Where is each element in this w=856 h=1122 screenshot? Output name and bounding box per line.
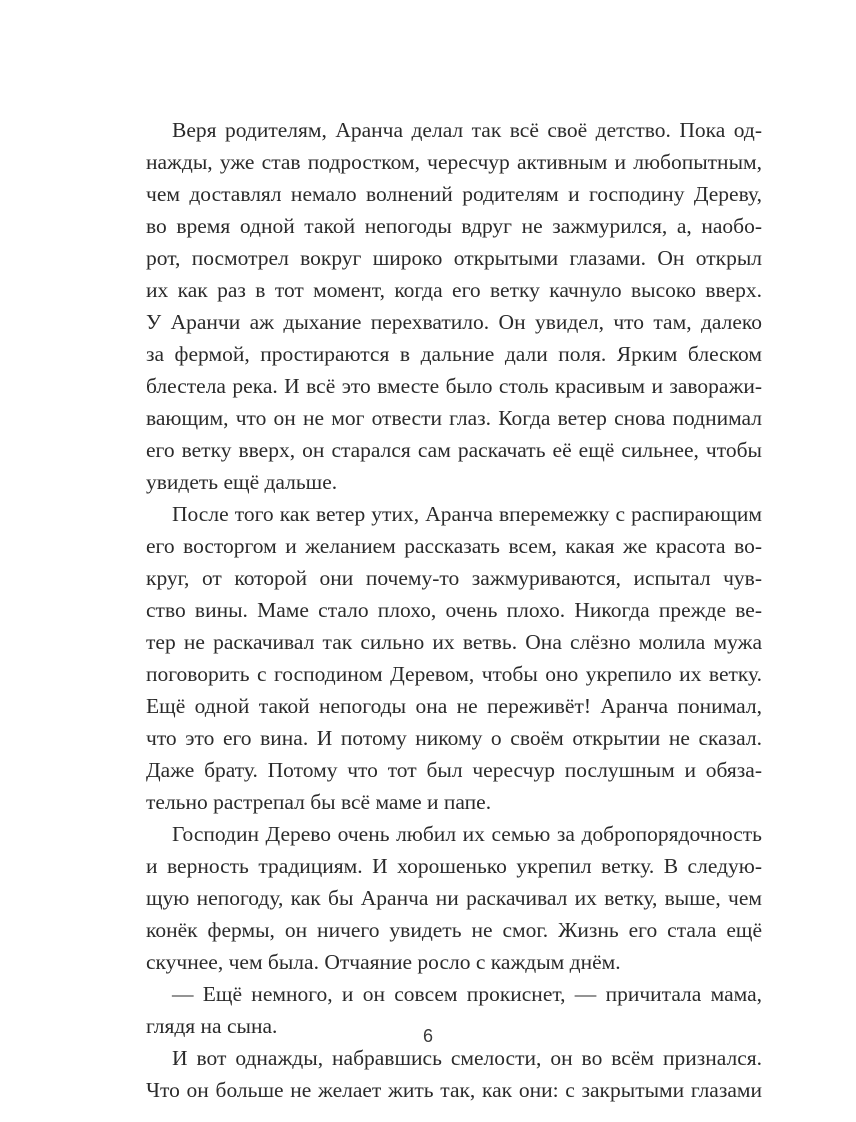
text-line: за фермой, простираются в дальние дали поля. Ярким блеском — [146, 342, 762, 366]
text-line: тельно растрепал бы всё маме и папе. — [146, 790, 492, 814]
text-line: его восторгом и желанием рассказать всем, какая же красота во- — [146, 534, 762, 558]
text-line: блестела река. И всё это вместе было столь красивым и заворажи- — [146, 374, 762, 398]
text-line: После того как ветер утих, Аранча вперемежку с распирающим — [172, 502, 762, 526]
text-line: рот, посмотрел вокруг широко открытыми глазами. Он открыл — [146, 246, 762, 270]
text-line: И вот однажды, набравшись смелости, он во всём признался. — [172, 1046, 762, 1070]
text-line: чем доставлял немало волнений родителям и господину Дереву, — [146, 182, 762, 206]
text-line: его ветку вверх, он старался сам раскачать её ещё сильнее, чтобы — [146, 438, 762, 462]
text-line: Веря родителям, Аранча делал так всё своё детство. Пока од- — [172, 118, 762, 142]
text-line: поговорить с господином Деревом, чтобы оно укрепило их ветку. — [146, 662, 762, 686]
text-line: во время одной такой непогоды вдруг не зажмурился, а, наобо- — [146, 214, 762, 238]
text-line: глядя на сына. — [146, 1014, 278, 1038]
text-line: тер не раскачивал так сильно их ветвь. Она слёзно молила мужа — [146, 630, 762, 654]
text-line: их как раз в тот момент, когда его ветку качнуло высоко вверх. — [146, 278, 762, 302]
text-line: У Аранчи аж дыхание перехватило. Он увидел, что там, далеко — [146, 310, 762, 334]
text-line: и верность традициям. И хорошенько укрепил ветку. В следую- — [146, 854, 762, 878]
text-line: конёк фермы, он ничего увидеть не смог. Жизнь его стала ещё — [146, 918, 762, 942]
text-line: ство вины. Маме стало плохо, очень плохо. Никогда прежде ве- — [146, 598, 762, 622]
text-line: щую непогоду, как бы Аранча ни раскачивал их ветку, выше, чем — [146, 886, 762, 910]
text-line: скучнее, чем была. Отчаяние росло с каждым днём. — [146, 950, 621, 974]
text-line: Ещё одной такой непогоды она не переживёт! Аранча понимал, — [146, 694, 762, 718]
text-line: круг, от которой они почему-то зажмуриваются, испытал чув- — [146, 566, 762, 590]
body-text — [146, 114, 762, 1106]
text-line: Господин Дерево очень любил их семью за добропорядочность — [172, 822, 762, 846]
text-line: нажды, уже став подростком, чересчур активным и любопытным, — [146, 150, 762, 174]
text-line: Даже брату. Потому что тот был чересчур послушным и обяза- — [146, 758, 762, 782]
page-number: 6 — [422, 1026, 433, 1046]
text-line: вающим, что он не мог отвести глаз. Когда ветер снова поднимал — [146, 406, 762, 430]
text-line: увидеть ещё дальше. — [146, 470, 338, 494]
text-line: что это его вина. И потому никому о своём открытии не сказал. — [146, 726, 762, 750]
text-line: Что он больше не желает жить так, как они: с закрытыми глазами — [146, 1078, 762, 1102]
text-line: — Ещё немного, и он совсем прокиснет, — причитала мама, — [172, 982, 762, 1006]
